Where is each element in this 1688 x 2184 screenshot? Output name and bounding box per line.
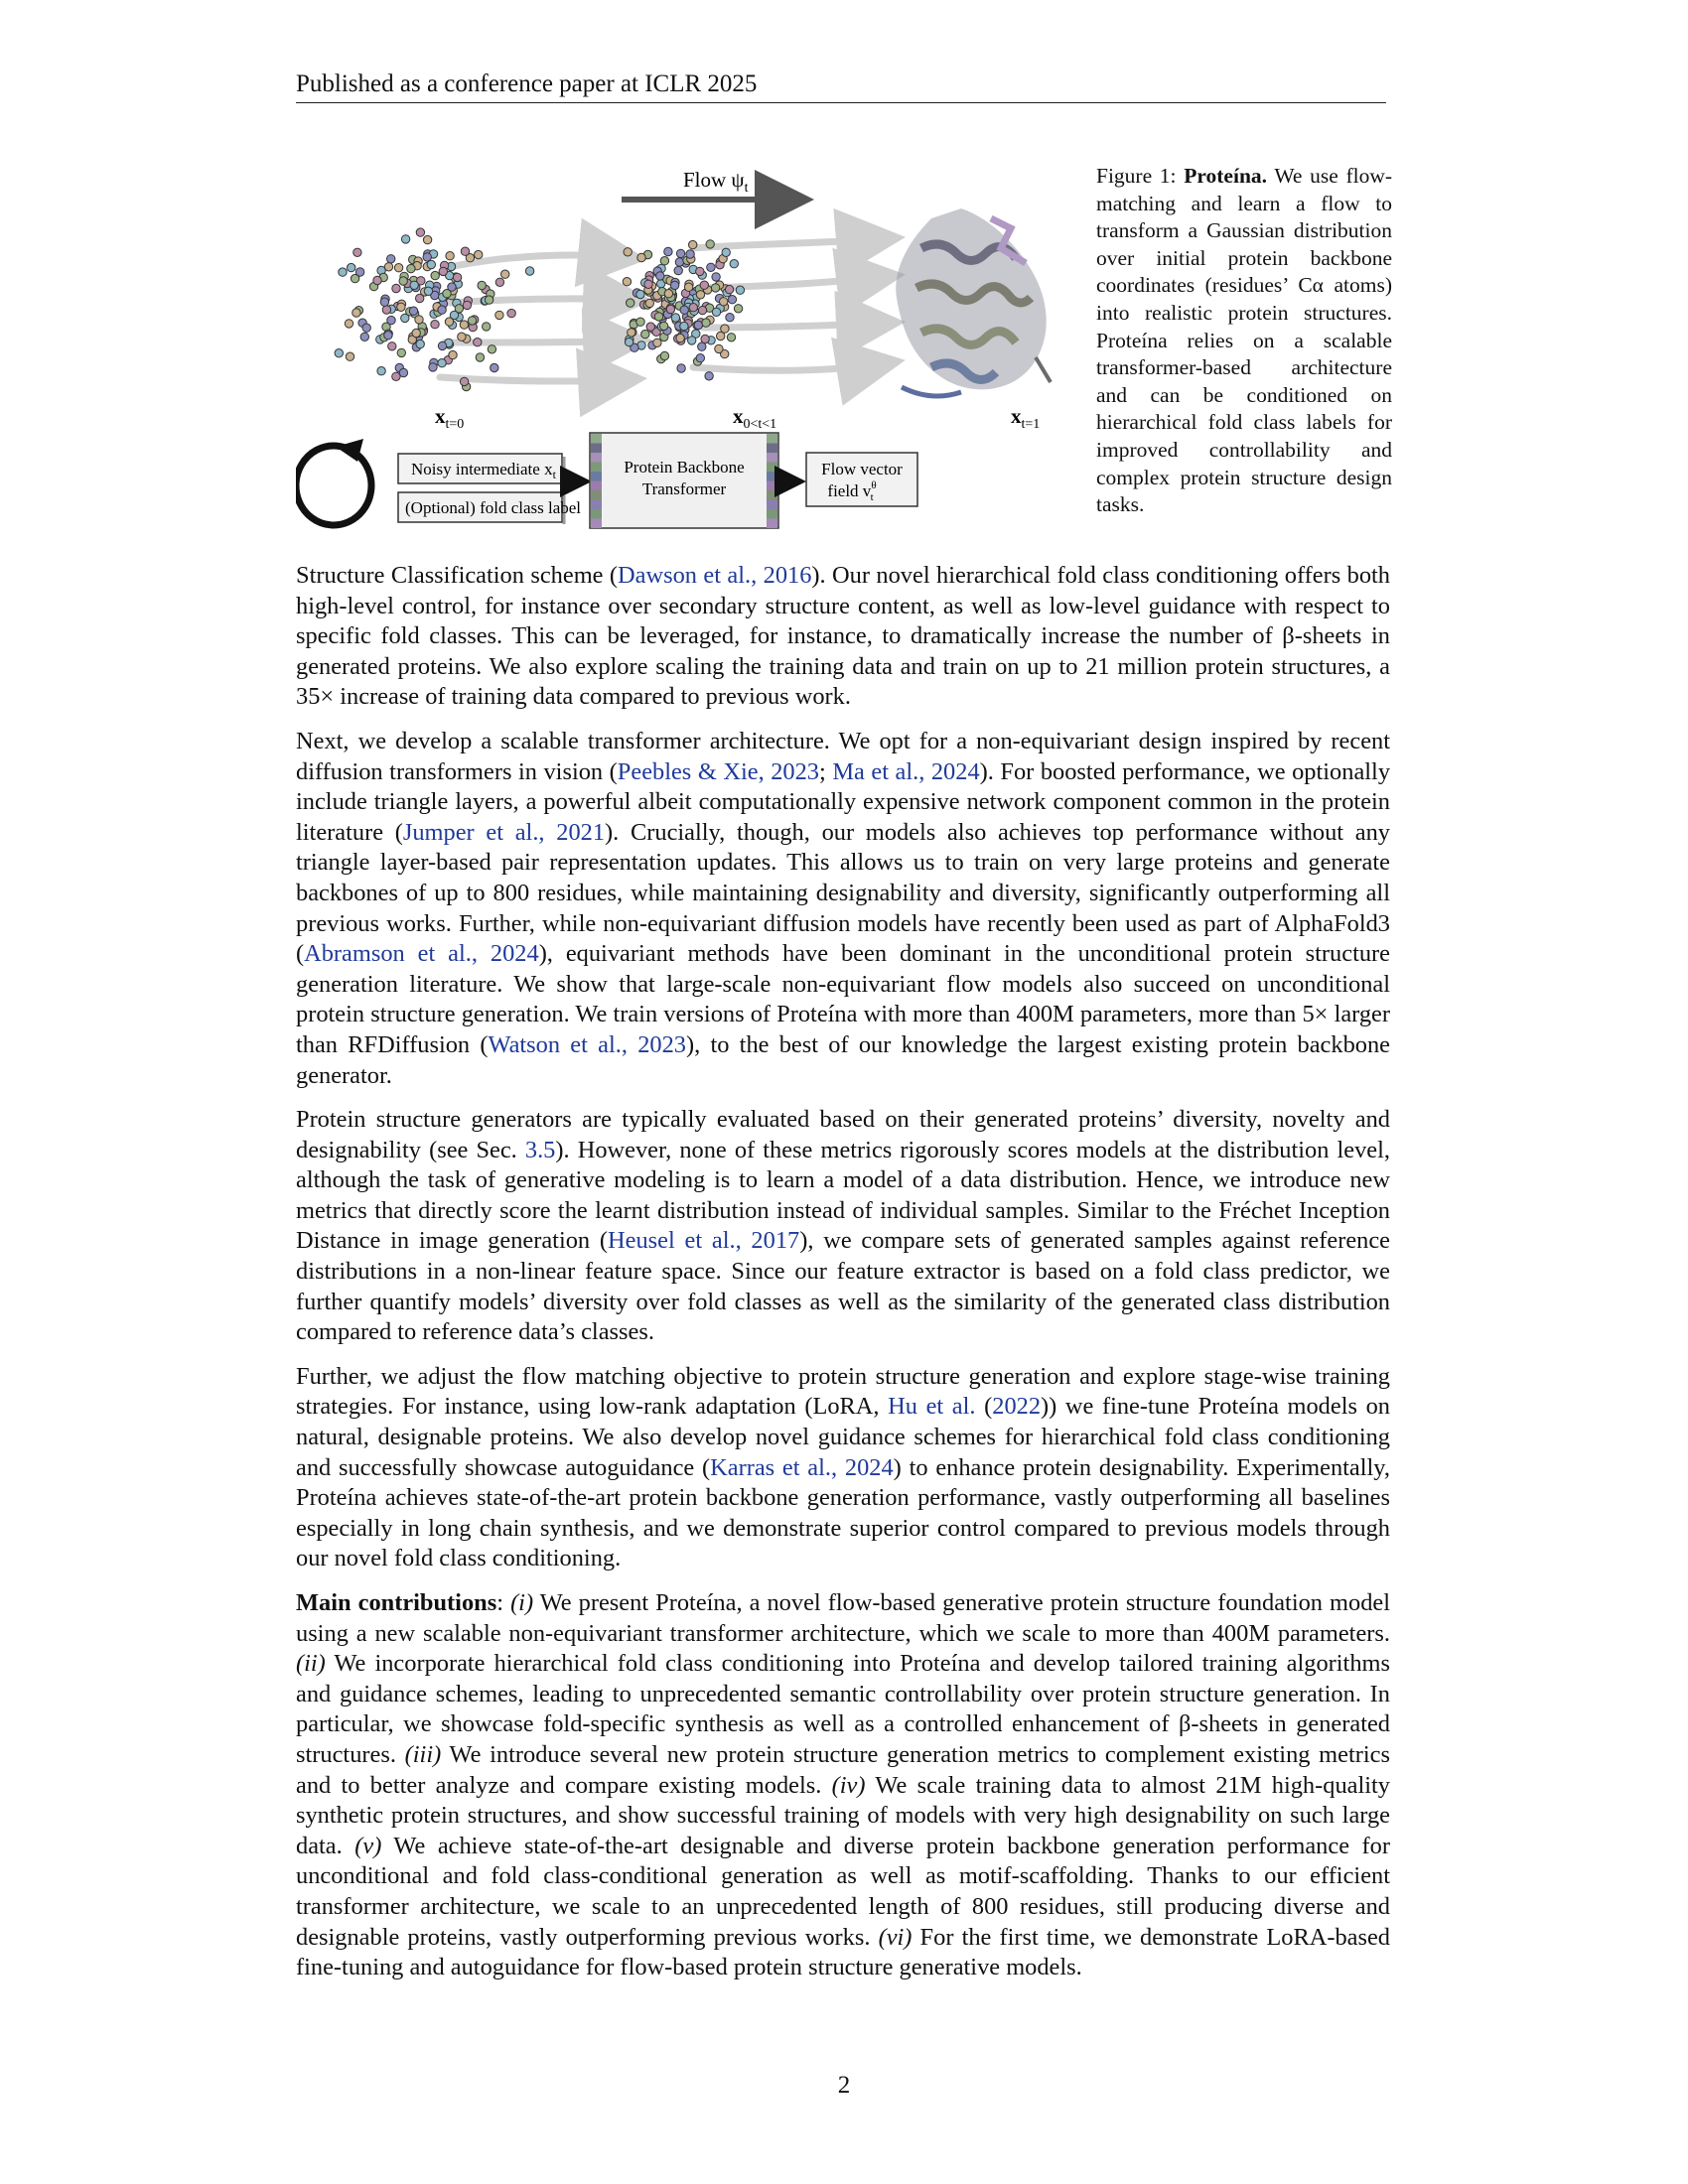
residue-point [689,304,697,312]
residue-point [416,340,424,347]
residue-point [720,298,728,306]
running-header: Published as a conference paper at ICLR 2025 [296,69,1386,103]
noise-cloud-t0 [335,228,534,391]
transformer-layer-stripe [767,500,777,510]
residue-point [448,283,456,291]
transformer-layer-stripe [767,519,777,529]
residue-point [715,344,723,352]
residue-point [438,306,446,314]
residue-point [722,248,730,256]
transformer-layer-stripe [591,519,602,529]
residue-point [438,341,446,349]
citation-link[interactable]: Peebles & Xie, 2023 [617,757,819,785]
x-intermediate-label: $x_{0<t<1}$ [733,404,777,432]
residue-point [427,260,435,268]
residue-point [488,345,495,353]
residue-point [387,316,395,324]
residue-point [677,364,685,372]
residue-point [644,280,652,288]
residue-point [401,235,409,243]
transformer-layer-stripe [767,509,777,519]
residue-point [705,372,713,380]
residue-point [439,267,447,275]
residue-point [387,255,395,263]
protein-backbone-transformer-block [590,433,778,528]
page-number: 2 [837,2072,851,2099]
citation-link[interactable]: Hu et al. [888,1393,976,1421]
residue-point [373,276,381,284]
residue-point [654,313,662,321]
citation-link[interactable]: Ma et al., 2024 [832,757,980,785]
residue-point [399,368,407,376]
residue-point [380,298,388,306]
fold-class-box [398,492,581,524]
residue-point [725,285,733,293]
figure-1 [296,159,1393,551]
residue-point [625,338,633,345]
residue-point [399,277,407,285]
residue-point [711,284,719,292]
residue-point [495,311,503,319]
transformer-layer-stripe [591,509,602,519]
residue-point [431,321,439,329]
residue-point [689,240,697,248]
residue-point [712,308,720,316]
caption-body: We use flow-matching and learn a flow to transform a Gaussian distribution over initial protein backbone coordinates (residues’ Cα atoms) into realistic protein structures. Proteína relies on a scalable transformer-based architecture and can be conditioned on hierarchical fold class labels for improved controllability and complex protein structure design tasks. [1096,164,1393,517]
residue-point [429,363,437,371]
residue-point [645,299,653,307]
residue-point [377,367,385,375]
transformer-layer-stripe [767,472,777,481]
transformer-layer-stripe [767,463,777,473]
transformer-layer-stripe [767,444,777,454]
transformer-layer-stripe [591,453,602,463]
residue-point [407,264,415,272]
residue-point [696,267,704,275]
residue-point [501,270,509,278]
residue-point [721,325,729,333]
residue-point [730,260,738,268]
residue-point [355,268,363,276]
residue-point [671,314,679,322]
residue-point [345,320,352,328]
residue-point [348,263,355,271]
transformer-layer-stripe [767,434,777,444]
residue-point [475,250,483,258]
residue-point [397,348,405,356]
residue-point [478,281,486,289]
residue-point [397,303,405,311]
residue-point [384,332,392,340]
transformer-layer-stripe [767,481,777,491]
svg-text:Transformer: Transformer [641,479,727,498]
svg-text:Flow vector: Flow vector [821,460,903,478]
residue-point [423,253,431,261]
residue-point [627,299,634,307]
residue-point [701,335,709,342]
residue-point [362,324,370,332]
paragraph-4: Further, we adjust the flow matching objective to protein structure generation and explore stage-wise training strategies. For instance, using low-rank adaptation (LoRA, Hu et al. (2022)) we fine-tune Proteína models on natural, designable proteins. We also develop novel guidance schemes for hierarchical fold class conditioning and successfully showcase autoguidance (Karras et al., 2024) to enhance protein designability. Experimentally, Proteína achieves state-of-the-art protein backbone generation performance, vastly outperforming all baselines especially in long chain synthesis, and we demonstrate superior control compared to previous models through our novel fold class conditioning. [296,1362,1391,1572]
residue-point [628,329,635,337]
residue-point [696,354,704,362]
residue-point [495,278,503,286]
residue-point [726,314,734,322]
residue-point [660,257,668,265]
residue-point [675,258,683,266]
residue-point [624,248,632,256]
citation-link[interactable]: Heusel et al., 2017 [608,1227,800,1255]
residue-point [696,291,704,299]
residue-point [707,263,715,271]
residue-point [676,249,684,257]
transformer-layer-stripe [591,481,602,491]
citation-link[interactable]: Karras et al., 2024 [710,1453,894,1481]
residue-point [623,278,631,286]
residue-point [659,322,667,330]
residue-point [483,323,491,331]
caption-title: Proteína. [1184,164,1268,188]
figure-1-caption [1096,163,1392,519]
residue-point [698,342,706,350]
residue-point [664,290,672,298]
citation-link[interactable]: Jumper et al., 2021 [402,818,606,846]
residue-point [458,333,466,341]
residue-point [424,287,432,295]
residue-point [410,281,418,289]
svg-text:field vθt: field $v^\theta$ t [827,479,877,503]
residue-point [680,306,688,314]
residue-point [736,286,744,294]
residue-point [335,349,343,357]
residue-point [460,377,468,385]
residue-point [688,337,696,344]
residue-point [700,281,708,289]
residue-point [656,272,664,280]
residue-point [384,263,392,271]
residue-point [463,301,471,309]
residue-point [684,283,692,291]
residue-point [666,305,674,313]
residue-point [646,323,654,331]
residue-point [485,296,492,304]
protein-structure-image [896,208,1051,396]
section-ref-link[interactable]: 3.5 [524,1136,556,1163]
svg-text:Noisy intermediate xt: Noisy intermediate $x_t$ [411,460,556,481]
residue-point [446,252,454,260]
transformer-layer-stripe [591,463,602,473]
residue-point [702,319,710,327]
residue-point [694,321,702,329]
citation-link[interactable]: Dawson et al., 2016 [618,562,812,589]
residue-point [455,305,463,313]
body-text [296,561,1390,1997]
residue-point [653,339,661,346]
residue-point [660,351,668,359]
residue-point [449,350,457,358]
residue-point [346,352,353,360]
citation-link[interactable]: 2022 [992,1393,1042,1421]
citation-link[interactable]: Watson et al., 2023 [488,1030,686,1058]
flow-vector-field-box [806,453,917,506]
residue-point [431,271,439,279]
residue-point [507,309,515,317]
residue-point [438,359,446,367]
residue-point [641,330,649,338]
residue-point [637,253,645,261]
residue-point [698,306,706,314]
residue-point [474,339,482,346]
residue-point [416,228,424,236]
residue-point [360,333,368,341]
residue-point [712,273,720,281]
residue-point [525,267,533,275]
residue-point [674,266,682,274]
residue-point [388,342,396,350]
residue-point [670,281,678,289]
flow-label: Flow $\psi_t$ [683,168,749,196]
paragraph-3: Protein structure generators are typically evaluated based on their generated proteins’ diversity, novelty and designability (see Sec. 3.5). However, none of these metrics rigorously scores models at the distribution level, although the task of generative modeling is to learn a model of a data distribution. Hence, we introduce new metrics that directly score the learnt distribution instead of individual samples. Similar to the Fréchet Inception Distance in image generation (Heusel et al., 2017), we compare sets of generated samples against reference distributions in a non-linear feature space. Since our feature extractor is based on a fold class predictor, we further quantify models’ diversity over fold classes as well as the similarity of the generated class distribution compared to reference data’s classes. [296,1106,1391,1346]
residue-point [409,307,417,315]
noise-cloud-intermediate [623,240,744,380]
x-t0-label: $x_{t=0}$ [435,404,465,432]
residue-point [476,353,484,361]
svg-text:(Optional) fold class label: (Optional) fold class label [405,498,582,517]
residue-point [468,317,476,325]
residue-point [339,268,347,276]
residue-point [734,305,742,313]
citation-link[interactable]: Abramson et al., 2024 [304,940,539,968]
transformer-layer-stripe [767,490,777,500]
figure-1-diagram [296,159,1090,551]
transformer-layer-stripe [767,453,777,463]
loop-arrow-icon [296,439,371,525]
residue-point [706,240,714,248]
residue-point [353,248,361,256]
residue-point [460,321,468,329]
residue-point [415,316,423,324]
residue-point [686,250,694,258]
residue-point [382,306,390,314]
paragraph-1: Structure Classification scheme (Dawson et al., 2016). Our novel hierarchical fold class conditioning offers both high-level control, for instance over secondary structure content, as well as low-level guidance with respect to specific fold classes. This can be leveraged, for instance, to dramatically increase the number of β-sheets in generated proteins. We also explore scaling the training data and train on up to 21 million protein structures, a 35× increase of training data compared to previous work. [296,562,1390,711]
transformer-layer-stripe [591,434,602,444]
residue-point [636,318,644,326]
paragraph-contributions: Main contributions: (i) We present Proteína, a novel flow-based generative protein structure foundation model using a new scalable non-equivariant transformer architecture, which we scale to more than 400M parameters. (ii) We incorporate hierarchical fold class conditioning into Proteína and develop tailored training algorithms and guidance schemes, leading to unprecedented semantic controllability over protein structure generation. In particular, we showcase fold-specific synthesis as well as a controlled enhancement of β-sheets in generated structures. (iii) We introduce several new protein structure generation metrics to complement existing metrics and to better analyze and compare existing models. (iv) We scale training data to almost 21M high-quality synthetic protein structures, and show successful training of models with very high designability on such large data. (v) We achieve state-of-the-art designable and diverse protein backbone generation performance for unconditional and fold class-conditional generation as well as motif-scaffolding. Thanks to our efficient transformer architecture, we scale to an unprecedented length of 800 residues, still producing diverse and designable proteins, vastly outperforming previous works. (vi) For the first time, we demonstrate LoRA-based fine-tuning and autoguidance for flow-based protein structure generative models. [296,1589,1391,1981]
residue-point [727,334,735,341]
svg-text:Protein Backbone: Protein Backbone [624,458,745,477]
residue-point [636,290,644,298]
residue-point [412,329,420,337]
residue-point [676,334,684,341]
transformer-layer-stripe [591,472,602,481]
contributions-heading: Main contributions [296,1589,497,1616]
residue-point [392,284,400,292]
residue-point [491,363,498,371]
caption-label: Figure 1: [1096,164,1177,188]
transformer-layer-stripe [591,500,602,510]
transformer-layer-stripe [591,490,602,500]
residue-point [394,264,402,272]
noisy-intermediate-box [398,454,564,485]
residue-point [680,322,688,330]
residue-point [453,273,461,281]
residue-point [423,235,431,243]
transformer-layer-stripe [591,444,602,454]
paragraph-2: Next, we develop a scalable transformer architecture. We opt for a non-equivariant design inspired by recent diffusion transformers in vision (Peebles & Xie, 2023; Ma et al., 2024). For boosted performance, we optionally include triangle layers, a powerful albeit computationally expensive network component common in the protein literature (Jumper et al., 2021). Crucially, though, our models also achieves top performance without any triangle layer-based pair representation updates. This allows us to train on very large proteins and generate backbones of up to 800 residues, while maintaining designability and diversity, significantly outperforming all previous works. Further, while non-equivariant diffusion models have recently been used as part of AlphaFold3 (Abramson et al., 2024), equivariant methods have been dominant in the unconditional protein structure generation literature. We show that large-scale non-equivariant flow models also succeed on unconditional protein structure generation. We train versions of Proteína with more than 400M parameters, more than 5× larger than RFDiffusion (Watson et al., 2023), to the best of our knowledge the largest existing protein backbone generator. [296,727,1391,1089]
x-t1-label: $x_{t=1}$ [1011,404,1041,432]
residue-point [664,247,672,255]
residue-point [352,309,360,317]
residue-point [461,247,469,255]
